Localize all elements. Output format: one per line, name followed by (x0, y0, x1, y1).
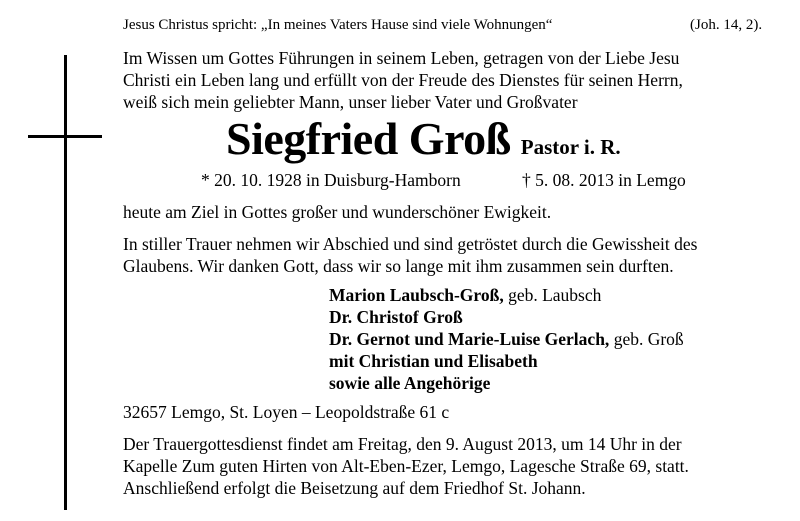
service-line: Der Trauergottesdienst findet am Freitag, den 9. August 2013, um 14 Uhr in der (123, 434, 682, 454)
mourner-name: Dr. Christof Groß (329, 307, 463, 327)
mourner-name: Marion Laubsch-Groß, (329, 285, 504, 305)
death-date: † 5. 08. 2013 in Lemgo (522, 170, 686, 190)
cross-icon-bar (28, 135, 102, 138)
cross-icon (64, 55, 67, 510)
deceased-name: Siegfried Groß (226, 113, 511, 164)
mourner-note: geb. Laubsch (508, 285, 602, 305)
mourner-line (329, 329, 684, 350)
farewell-line: In stiller Trauer nehmen wir Abschied und sind getröstet durch die Gewissheit des (123, 234, 698, 254)
eternity-line: heute am Ziel in Gottes großer und wunderschöner Ewigkeit. (123, 202, 552, 222)
mourner-note: geb. Groß (613, 329, 684, 349)
address: 32657 Lemgo, St. Loyen – Leopoldstraße 61 c (123, 402, 450, 422)
intro-line: Im Wissen um Gottes Führungen in seinem Leben, getragen von der Liebe Jesu (123, 48, 680, 68)
service-line: Anschließend erfolgt die Beisetzung auf dem Friedhof St. Johann. (123, 478, 586, 498)
service-line: Kapelle Zum guten Hirten von Alt-Eben-Ezer, Lemgo, Lagesche Straße 69, statt. (123, 456, 689, 476)
bible-reference: (Joh. 14, 2). (690, 17, 763, 33)
intro-line: weiß sich mein geliebter Mann, unser lieber Vater und Großvater (123, 92, 578, 112)
bible-quote: Jesus Christus spricht: „In meines Vaters Hause sind viele Wohnungen“ (123, 17, 553, 33)
mourner-name: mit Christian und Elisabeth (329, 351, 538, 371)
mourner-name: sowie alle Angehörige (329, 373, 491, 393)
deceased-name-block (226, 112, 621, 165)
mourner-line (329, 285, 601, 306)
mourner-name: Dr. Gernot und Marie-Luise Gerlach, (329, 329, 610, 349)
deceased-title: Pastor i. R. (520, 135, 621, 159)
intro-line: Christi ein Leben lang und erfüllt von der Freude des Dienstes für seinen Herrn, (123, 70, 683, 90)
birth-date: * 20. 10. 1928 in Duisburg-Hamborn (201, 170, 461, 190)
farewell-line: Glaubens. Wir danken Gott, dass wir so lange mit ihm zusammen sein durften. (123, 256, 674, 276)
